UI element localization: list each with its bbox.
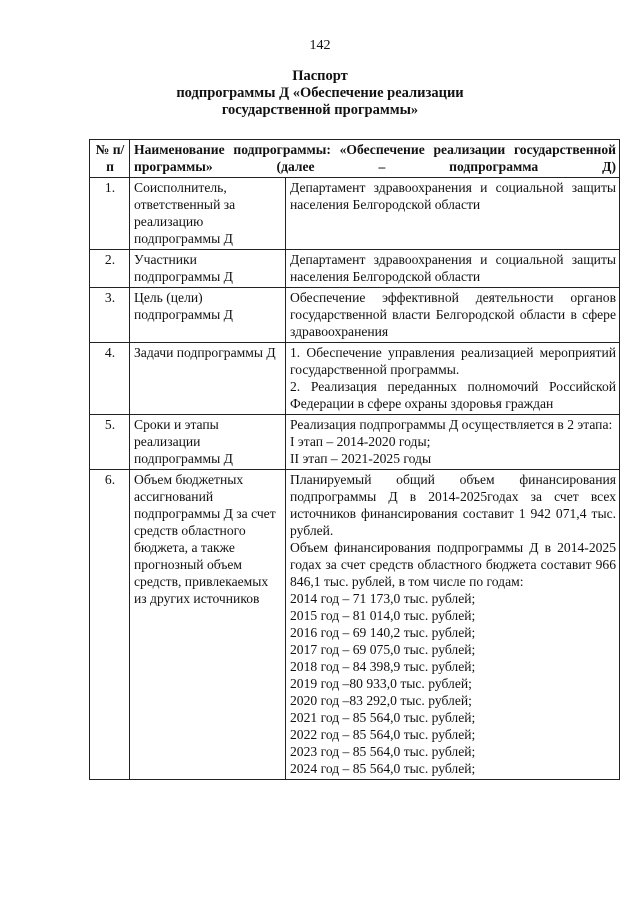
row-label: Цель (цели) подпрограммы Д [130,288,286,343]
value-paragraph: I этап – 2014-2020 годы; [290,434,431,449]
table-row [90,470,620,780]
value-paragraph: Департамент здравоохранения и социальной защиты населения Белгородской области [290,180,617,212]
value-paragraph: II этап – 2021-2025 годы [290,451,432,466]
year-line: 2018 год – 84 398,9 тыс. рублей; [290,659,476,674]
row-number: 6. [90,470,130,780]
title-line-1: Паспорт [292,68,348,84]
passport-table [89,139,620,780]
year-line: 2017 год – 69 075,0 тыс. рублей; [290,642,476,657]
row-label: Соисполнитель, ответственный за реализацию подпрограммы Д [130,178,286,250]
table-row [90,178,620,250]
year-line: 2023 год – 85 564,0 тыс. рублей; [290,744,476,759]
value-paragraph: Реализация подпрограммы Д осуществляется в 2 этапа: [290,417,613,432]
row-value [286,470,620,780]
row-label: Задачи подпрограммы Д [130,343,286,415]
row-number: 4. [90,343,130,415]
value-paragraph: Планируемый общий объем финансирования подпрограммы Д в 2014-2025годах за счет всех источников финансирования составит 1 942 071,4 тыс. рублей. [290,472,617,538]
header-num-cell: № п/п [90,140,130,178]
table-row [90,343,620,415]
title-line-3: государственной программы» [221,102,419,118]
table-row [90,250,620,288]
year-line: 2016 год – 69 140,2 тыс. рублей; [290,625,476,640]
year-line: 2015 год – 81 014,0 тыс. рублей; [290,608,476,623]
row-label: Объем бюджетных ассигнований подпрограммы Д за счет средств областного бюджета, а также прогнозный объем средств, привлекаемых из других источников [130,470,286,780]
year-line: 2020 год –83 292,0 тыс. рублей; [290,693,472,708]
value-paragraph: 2. Реализация переданных полномочий Российской Федерации в сфере охраны здоровья граждан [290,379,617,411]
row-label: Сроки и этапы реализации подпрограммы Д [130,415,286,470]
title-line-2: подпрограммы Д «Обеспечение реализации [176,85,464,101]
table-row [90,415,620,470]
year-line: 2022 год – 85 564,0 тыс. рублей; [290,727,476,742]
page-number: 142 [309,38,331,53]
document-title [0,68,640,119]
value-paragraph: Департамент здравоохранения и социальной защиты населения Белгородской области [290,252,617,284]
row-value [286,343,620,415]
row-value [286,250,620,288]
value-paragraph: Объем финансирования подпрограммы Д в 2014-2025 годах за счет средств областного бюджета составит 966 846,1 тыс. рублей, в том числе по годам: [290,540,617,589]
year-line: 2024 год – 85 564,0 тыс. рублей; [290,761,476,776]
table-row [90,288,620,343]
year-line: 2019 год –80 933,0 тыс. рублей; [290,676,472,691]
table-header-row [90,140,620,178]
value-paragraph: Обеспечение эффективной деятельности органов государственной власти Белгородской области в сфере здравоохранения [290,290,617,339]
row-value [286,415,620,470]
year-line: 2021 год – 85 564,0 тыс. рублей; [290,710,476,725]
row-value [286,288,620,343]
row-label: Участники подпрограммы Д [130,250,286,288]
row-value [286,178,620,250]
row-number: 5. [90,415,130,470]
row-number: 3. [90,288,130,343]
header-text-cell: Наименование подпрограммы: «Обеспечение реализации государственной программы» (далее – подпрограмма Д) [130,140,620,178]
year-line: 2014 год – 71 173,0 тыс. рублей; [290,591,476,606]
row-number: 2. [90,250,130,288]
row-number: 1. [90,178,130,250]
value-paragraph: 1. Обеспечение управления реализацией мероприятий государственной программы. [290,345,617,377]
